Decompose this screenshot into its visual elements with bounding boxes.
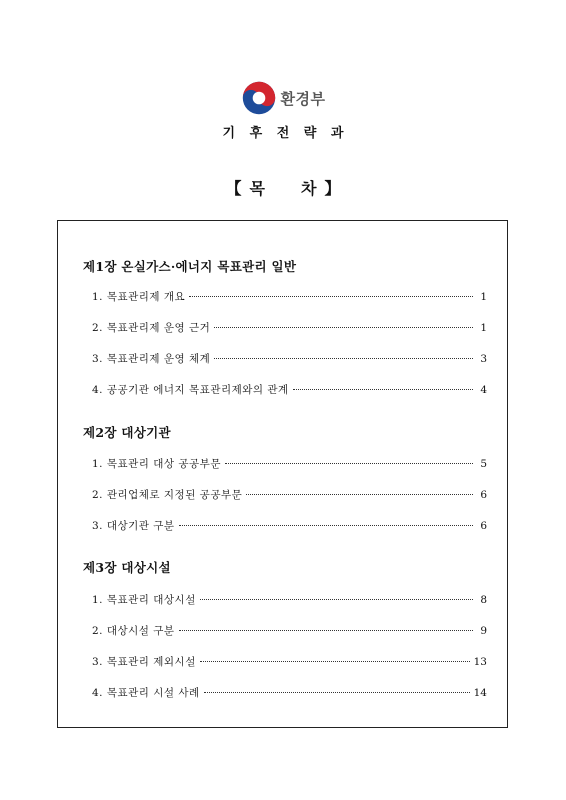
toc-entry-page: 4	[480, 384, 487, 396]
dot-leader	[214, 327, 473, 328]
toc-entry-page: 8	[480, 594, 487, 606]
dot-leader	[204, 692, 470, 693]
toc-heading	[0, 176, 566, 199]
dot-leader	[200, 661, 470, 662]
dot-leader	[189, 296, 473, 297]
dot-leader	[179, 630, 473, 631]
dot-leader	[246, 494, 473, 495]
toc-entry[interactable]	[92, 685, 487, 701]
ministry-name: 환경부	[280, 89, 326, 108]
toc-heading-char1: 목	[249, 179, 265, 198]
toc-entry-page: 5	[480, 458, 487, 470]
toc-bracket-close: 】	[324, 179, 341, 198]
toc-entry-label: 4. 목표관리 시설 사례	[92, 687, 200, 699]
ministry-logo	[0, 80, 566, 141]
taegeuk-emblem-icon	[241, 80, 277, 116]
toc-entry-page: 6	[480, 489, 487, 501]
toc-entry-label: 2. 관리업체로 지정된 공공부문	[92, 489, 243, 501]
toc-entry-label: 1. 목표관리 대상시설	[92, 594, 196, 606]
dot-leader	[293, 389, 473, 390]
chapter-3-title: 제3장 대상시설	[83, 560, 171, 575]
toc-entry-label: 1. 목표관리 대상 공공부문	[92, 458, 221, 470]
toc-entry[interactable]	[92, 487, 487, 503]
toc-entry-label: 3. 대상기관 구분	[92, 520, 175, 532]
toc-box	[57, 220, 508, 728]
chapter-1-title: 제1장 온실가스·에너지 목표관리 일반	[83, 259, 297, 274]
toc-entry[interactable]	[92, 592, 487, 608]
toc-entry[interactable]	[92, 654, 487, 670]
toc-entry-label: 4. 공공기관 에너지 목표관리제와의 관계	[92, 384, 289, 396]
toc-entry-page: 1	[480, 322, 487, 334]
toc-entry-page: 14	[473, 687, 487, 699]
toc-entry-label: 3. 목표관리 제외시설	[92, 656, 196, 668]
toc-entry[interactable]	[92, 456, 487, 472]
toc-entry[interactable]	[92, 623, 487, 639]
toc-entry[interactable]	[92, 320, 487, 336]
toc-bracket-open: 【	[225, 179, 242, 198]
toc-entry-label: 2. 목표관리제 운영 근거	[92, 322, 211, 334]
toc-entry[interactable]	[92, 289, 487, 305]
toc-entry-page: 9	[480, 625, 487, 637]
dot-leader	[179, 525, 473, 526]
toc-entry-label: 3. 목표관리제 운영 체계	[92, 353, 211, 365]
toc-entry-page: 13	[473, 656, 487, 668]
toc-entry[interactable]	[92, 518, 487, 534]
dot-leader	[214, 358, 473, 359]
toc-entry[interactable]	[92, 382, 487, 398]
toc-entry-page: 6	[480, 520, 487, 532]
dot-leader	[200, 599, 473, 600]
toc-entry-page: 3	[480, 353, 487, 365]
toc-heading-char2: 차	[301, 179, 317, 198]
dot-leader	[225, 463, 473, 464]
toc-entry[interactable]	[92, 351, 487, 367]
department-name: 기 후 전 략 과	[222, 126, 349, 141]
toc-entry-page: 1	[480, 291, 487, 303]
chapter-2-title: 제2장 대상기관	[83, 425, 171, 440]
toc-entry-label: 2. 대상시설 구분	[92, 625, 175, 637]
toc-entry-label: 1. 목표관리제 개요	[92, 291, 186, 303]
